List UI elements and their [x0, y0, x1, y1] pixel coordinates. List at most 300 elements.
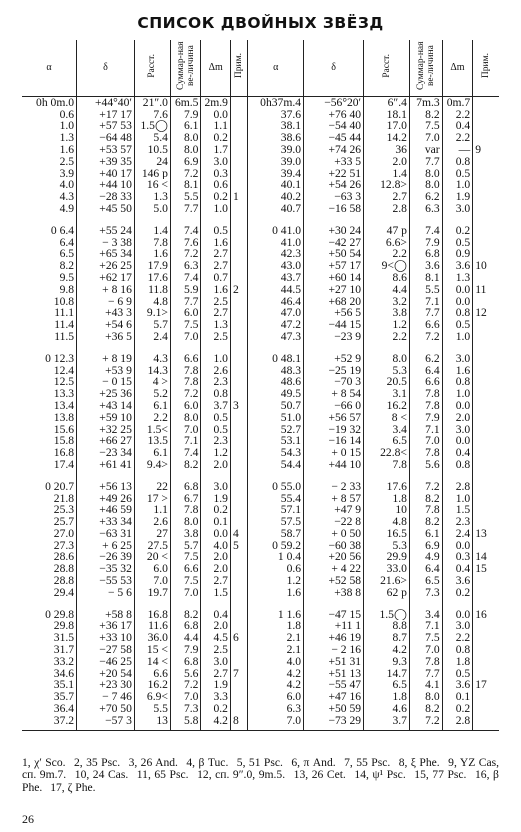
table-cell: 13	[473, 528, 499, 540]
table-cell: 7.9	[170, 644, 201, 656]
table-row	[22, 120, 499, 132]
table-cell: 21.6>	[364, 575, 410, 587]
table-cell: 0.8	[442, 156, 473, 168]
table-cell: 4.0	[248, 656, 304, 668]
table-cell: 7.0	[409, 132, 442, 144]
table-row	[22, 668, 499, 680]
table-cell: 27.3	[53, 539, 75, 552]
table-cell	[473, 203, 499, 215]
spacer-cell	[409, 343, 442, 353]
table-cell	[473, 632, 499, 644]
table-cell	[230, 260, 247, 272]
table-row	[22, 435, 499, 447]
table-cell: 9<◯	[364, 260, 410, 272]
table-cell: 24	[134, 156, 170, 168]
spacer-cell	[134, 471, 170, 481]
table-cell: +51 31	[304, 656, 364, 668]
table-cell: +52 9	[304, 353, 364, 365]
table-cell: 3	[230, 400, 247, 412]
table-row	[22, 540, 499, 552]
table-cell	[230, 620, 247, 632]
spacer-cell	[364, 343, 410, 353]
table-cell: +53 9	[77, 365, 135, 377]
table-cell: − 6 9	[77, 296, 135, 308]
table-cell	[230, 551, 247, 563]
table-cell: 5.5	[409, 284, 442, 296]
table-cell: 0.6	[59, 108, 75, 121]
table-cell: 1.8	[248, 620, 304, 632]
table-row	[22, 109, 499, 121]
spacer-cell	[248, 215, 304, 225]
table-cell: 8.2	[409, 516, 442, 528]
spacer-cell	[364, 471, 410, 481]
table-cell: 36.4	[53, 703, 75, 715]
table-cell: −57 3	[77, 715, 135, 727]
table-cell: −63 3	[304, 191, 364, 203]
table-cell	[473, 109, 499, 121]
table-cell	[230, 388, 247, 400]
table-cell: +45 50	[77, 203, 135, 215]
table-cell: 2.0	[201, 551, 230, 563]
table-cell: −44 15	[304, 319, 364, 331]
table-cell: 3.0	[442, 424, 473, 436]
table-cell: 16	[473, 609, 499, 621]
table-cell: 13.8	[53, 411, 75, 424]
spacer-cell	[230, 599, 247, 609]
table-cell: 3.6	[442, 260, 473, 272]
table-cell: 16.8	[134, 609, 170, 621]
table-cell: 4.0	[59, 179, 75, 192]
spacer-cell	[77, 343, 135, 353]
table-cell: 8.0	[170, 412, 201, 424]
table-cell: +65 34	[77, 248, 135, 260]
footnote-item: 10, 24 Cas.	[74, 768, 129, 782]
table-row	[22, 225, 499, 237]
table-cell: −35 32	[77, 563, 135, 575]
table-cell: +23 30	[77, 679, 135, 691]
table-cell	[230, 412, 247, 424]
table-cell: +50 54	[304, 248, 364, 260]
table-cell: 16 <	[134, 179, 170, 191]
double-stars-table	[22, 40, 499, 731]
table-cell: 16.2	[134, 679, 170, 691]
table-cell: 6.8	[170, 481, 201, 493]
table-row	[22, 644, 499, 656]
table-cell: 1.2	[201, 447, 230, 459]
table-cell	[473, 365, 499, 377]
table-cell: 4.4	[170, 632, 201, 644]
table-cell	[473, 493, 499, 505]
table-cell: 11.6	[134, 620, 170, 632]
table-row	[22, 307, 499, 319]
table-cell: 146 p	[134, 168, 170, 180]
table-cell: 53.1	[248, 435, 304, 447]
table-row	[22, 620, 499, 632]
table-cell: 11.4	[54, 319, 75, 331]
table-cell: 1.5	[442, 504, 473, 516]
table-cell: +68 20	[304, 296, 364, 308]
table-cell: 0.6	[248, 563, 304, 575]
table-cell: 2.7	[201, 307, 230, 319]
table-cell: 57.5	[248, 516, 304, 528]
spacer-cell	[442, 343, 473, 353]
table-cell: 6.0	[170, 400, 201, 412]
table-cell: 1 0.4	[248, 551, 304, 563]
rule-cell	[442, 727, 473, 731]
spacer-cell	[248, 471, 304, 481]
table-cell: 2.2	[134, 412, 170, 424]
spacer-cell	[170, 471, 201, 481]
table-cell: +55 24	[77, 225, 135, 237]
table-cell	[230, 237, 247, 249]
table-cell	[230, 587, 247, 599]
table-cell: 7.7	[409, 307, 442, 319]
table-cell: 0.0	[201, 109, 230, 121]
table-cell: 47 p	[364, 225, 410, 237]
table-cell: +26 25	[77, 260, 135, 272]
table-cell: 7.1	[409, 296, 442, 308]
table-cell: 27.0	[53, 527, 75, 540]
table-cell	[230, 272, 247, 284]
table-cell: 5.6	[409, 459, 442, 471]
rule-cell	[248, 727, 304, 731]
table-cell: −54 40	[304, 120, 364, 132]
table-cell: −55 47	[304, 679, 364, 691]
table-cell: 5.3	[364, 365, 410, 377]
table-row	[22, 284, 499, 296]
table-cell: 1.5◯	[134, 120, 170, 132]
table-cell: 0.2	[442, 225, 473, 237]
table-cell: 8.1	[409, 272, 442, 284]
table-cell: 1.9	[201, 493, 230, 505]
table-cell: 8.2	[170, 609, 201, 621]
table-cell: 6.8	[409, 248, 442, 260]
table-row	[22, 563, 499, 575]
table-cell: 21.8	[53, 492, 75, 505]
table-cell: 6.0	[170, 307, 201, 319]
table-cell: 17.6	[364, 481, 410, 493]
table-cell: 7.2	[170, 679, 201, 691]
table-cell: −60 38	[304, 540, 364, 552]
table-cell: 0.3	[442, 551, 473, 563]
table-row	[22, 260, 499, 272]
table-cell: 6.6	[170, 563, 201, 575]
table-cell: 2.2	[364, 331, 410, 343]
table-row	[22, 272, 499, 284]
spacer-cell	[77, 599, 135, 609]
table-cell	[473, 319, 499, 331]
table-cell	[230, 168, 247, 180]
table-cell: 12.4	[53, 364, 75, 377]
table-cell: 1.9	[442, 191, 473, 203]
table-cell: 1.0	[201, 203, 230, 215]
table-row	[22, 551, 499, 563]
table-cell: 6.5	[59, 248, 75, 261]
table-cell: 2.5	[201, 644, 230, 656]
table-cell	[230, 248, 247, 260]
table-cell: 0 29.8	[45, 608, 75, 621]
table-cell: var	[409, 144, 442, 156]
table-cell: 37.6	[248, 109, 304, 121]
table-row	[22, 493, 499, 505]
table-cell: 11.1	[54, 307, 75, 320]
table-cell: 1.3	[134, 191, 170, 203]
spacer-cell	[170, 599, 201, 609]
table-cell: 40.1	[248, 179, 304, 191]
table-cell: 1	[230, 191, 247, 203]
group-spacer	[22, 599, 499, 609]
table-row	[22, 656, 499, 668]
table-cell	[473, 225, 499, 237]
table-cell: 0 12.3	[45, 352, 75, 365]
table-cell: 57.1	[248, 504, 304, 516]
table-cell: 8	[230, 715, 247, 727]
table-cell: 2.1	[248, 632, 304, 644]
table-cell	[230, 109, 247, 121]
table-cell: 1.3	[59, 132, 75, 144]
footnote-item: 6, π And.	[291, 756, 336, 769]
table-cell: 41.0	[248, 237, 304, 249]
table-cell: 6.2	[409, 191, 442, 203]
spacer-cell	[201, 471, 230, 481]
table-cell: 47.0	[248, 307, 304, 319]
table-cell: −64 48	[77, 132, 135, 144]
table-cell: −16 14	[304, 435, 364, 447]
table-cell: 22.8<	[364, 447, 410, 459]
table-cell: 15.6	[53, 423, 75, 436]
table-cell: 21″.0	[134, 96, 170, 108]
table-cell	[473, 388, 499, 400]
table-cell: 7.3	[409, 587, 442, 599]
table-cell: 5.6	[170, 668, 201, 680]
table-cell: 2.0	[201, 563, 230, 575]
spacer-cell	[304, 343, 364, 353]
table-cell	[230, 424, 247, 436]
table-cell	[230, 376, 247, 388]
table-cell: 5.8	[170, 715, 201, 727]
table-cell	[473, 424, 499, 436]
table-cell: +52 58	[304, 575, 364, 587]
table-cell: −16 58	[304, 203, 364, 215]
table-cell: 7.9	[409, 412, 442, 424]
footnote-item: 7, 55 Psc.	[344, 756, 391, 769]
table-cell: 38.1	[248, 120, 304, 132]
table-cell: 0 6.4	[50, 224, 75, 237]
table-cell	[230, 679, 247, 691]
footnote-item: 16, β Phe.	[22, 768, 499, 794]
table-cell: 6.5	[409, 575, 442, 587]
rule-cell	[304, 727, 364, 731]
table-cell: 19.7	[134, 587, 170, 599]
table-cell: 40.7	[248, 203, 304, 215]
table-cell: 7.4	[170, 272, 201, 284]
table-cell: 3.9	[59, 167, 75, 180]
table-cell: 7.7	[409, 668, 442, 680]
spacer-cell	[304, 471, 364, 481]
table-cell: 14.2	[364, 132, 410, 144]
table-cell: 46.4	[248, 296, 304, 308]
table-row	[22, 96, 499, 108]
table-bottom-rule	[22, 727, 499, 731]
table-cell: 8.0	[170, 516, 201, 528]
table-cell: − 2 16	[304, 644, 364, 656]
table-cell: 1.0	[442, 331, 473, 343]
table-cell: 7.5	[170, 551, 201, 563]
table-cell: 7.2	[170, 168, 201, 180]
header-cell: Δm	[201, 40, 230, 96]
spacer-cell	[201, 343, 230, 353]
table-cell: +20 54	[77, 668, 135, 680]
footnote-item: 11, 65 Psc.	[136, 768, 189, 782]
table-cell	[473, 248, 499, 260]
table-cell: 6.1	[409, 528, 442, 540]
spacer-cell	[442, 599, 473, 609]
table-cell: 54.4	[248, 459, 304, 471]
table-cell: +51 13	[304, 668, 364, 680]
table-cell: 3.0	[201, 656, 230, 668]
rule-cell	[170, 727, 201, 731]
table-cell	[473, 168, 499, 180]
table-cell: +44 10	[77, 179, 135, 191]
spacer-cell	[22, 471, 77, 481]
table-cell: 2.1	[248, 644, 304, 656]
table-cell: 1.5◯	[364, 609, 410, 621]
table-cell: 1.0	[442, 388, 473, 400]
page-title: СПИСОК ДВОЙНЫХ ЗВЁЗД	[137, 14, 384, 32]
table-cell: 0m.7	[442, 96, 473, 108]
table-cell: 4.0	[201, 540, 230, 552]
header-cell: Прим.	[230, 40, 247, 96]
table-cell: 7.5	[409, 120, 442, 132]
table-row	[22, 353, 499, 365]
header-cell: Расст.	[134, 40, 170, 96]
table-cell	[230, 459, 247, 471]
table-cell	[230, 493, 247, 505]
table-cell: 8.2	[409, 703, 442, 715]
table-row	[22, 632, 499, 644]
table-cell: 1.2	[364, 319, 410, 331]
table-cell: +44 10	[304, 459, 364, 471]
table-cell: +20 56	[304, 551, 364, 563]
table-cell: 1.2	[248, 575, 304, 587]
table-cell: 33.0	[364, 563, 410, 575]
table-cell	[230, 504, 247, 516]
table-cell: 38.6	[248, 132, 304, 144]
table-cell: 1.8	[364, 493, 410, 505]
table-cell	[473, 540, 499, 552]
table-cell: 0.0	[442, 400, 473, 412]
table-cell: 7.2	[170, 388, 201, 400]
table-cell	[473, 656, 499, 668]
spacer-cell	[409, 599, 442, 609]
table-cell: 6.9	[170, 156, 201, 168]
table-cell: 2.8	[442, 481, 473, 493]
table-cell: +57 17	[304, 260, 364, 272]
table-row	[22, 331, 499, 343]
header-cell: Суммар-ная ве-личина	[170, 40, 201, 96]
rule-cell	[473, 727, 499, 731]
footnote-item: 3, 26 And.	[128, 756, 178, 769]
table-cell: 48.6	[248, 376, 304, 388]
table-row	[22, 319, 499, 331]
table-cell: 7.8	[409, 504, 442, 516]
table-row	[22, 575, 499, 587]
table-cell: 7m.3	[409, 96, 442, 108]
table-cell: 43.0	[248, 260, 304, 272]
spacer-cell	[170, 343, 201, 353]
table-cell: 6″.4	[364, 96, 410, 108]
table-cell	[230, 365, 247, 377]
table-cell: 20 <	[134, 551, 170, 563]
table-cell: +66 27	[77, 435, 135, 447]
table-row	[22, 481, 499, 493]
table-cell: −19 32	[304, 424, 364, 436]
table-cell: + 8 16	[77, 284, 135, 296]
table-cell: 0.0	[442, 609, 473, 621]
table-cell: 2.7	[201, 248, 230, 260]
table-cell: +32 25	[77, 424, 135, 436]
table-cell: +54 26	[304, 179, 364, 191]
table-cell: 0.8	[442, 644, 473, 656]
table-cell: 2m.9	[201, 96, 230, 108]
spacer-cell	[304, 215, 364, 225]
table-cell: 20.5	[364, 376, 410, 388]
table-cell	[473, 644, 499, 656]
table-cell: 3.8	[170, 528, 201, 540]
table-cell: 6.5	[364, 679, 410, 691]
table-cell	[473, 703, 499, 715]
table-cell: 5	[230, 540, 247, 552]
table-cell: 6.3	[248, 703, 304, 715]
table-cell: 6.6	[409, 319, 442, 331]
spacer-cell	[364, 215, 410, 225]
table-cell: 17.4	[53, 458, 75, 471]
header-cell: α	[248, 40, 304, 96]
footnote-item: 17, ζ Phe.	[50, 780, 96, 794]
table-cell: 7.4	[170, 225, 201, 237]
table-cell: 7.0	[170, 691, 201, 703]
table-cell: 7.6	[170, 237, 201, 249]
table-cell: 27.5	[134, 540, 170, 552]
table-cell: 6.6	[134, 668, 170, 680]
spacer-cell	[134, 599, 170, 609]
table-cell: 7.4	[170, 447, 201, 459]
table-cell: 7.8	[364, 459, 410, 471]
table-cell	[473, 132, 499, 144]
page-number: 26	[22, 812, 34, 826]
table-cell: 0.1	[201, 516, 230, 528]
table-cell	[230, 96, 247, 108]
table-cell: 0.1	[442, 691, 473, 703]
table-cell: 0.8	[201, 388, 230, 400]
table-cell: 0.5	[442, 319, 473, 331]
table-cell: 2.0	[201, 620, 230, 632]
table-row	[22, 412, 499, 424]
table-cell: 1.6	[134, 248, 170, 260]
table-cell: 0.0	[201, 528, 230, 540]
table-cell: 4.8	[364, 516, 410, 528]
table-cell: 1.0	[442, 179, 473, 191]
table-cell: +53 57	[77, 144, 135, 156]
table-cell: 7.0	[170, 331, 201, 343]
table-cell: 25.7	[53, 516, 75, 528]
table-cell: 4 >	[134, 376, 170, 388]
table-row	[22, 203, 499, 215]
table-cell: 2.7	[364, 191, 410, 203]
table-cell: 7.0	[170, 587, 201, 599]
table-cell: 7.0	[134, 575, 170, 587]
table-cell: 7.8	[170, 376, 201, 388]
